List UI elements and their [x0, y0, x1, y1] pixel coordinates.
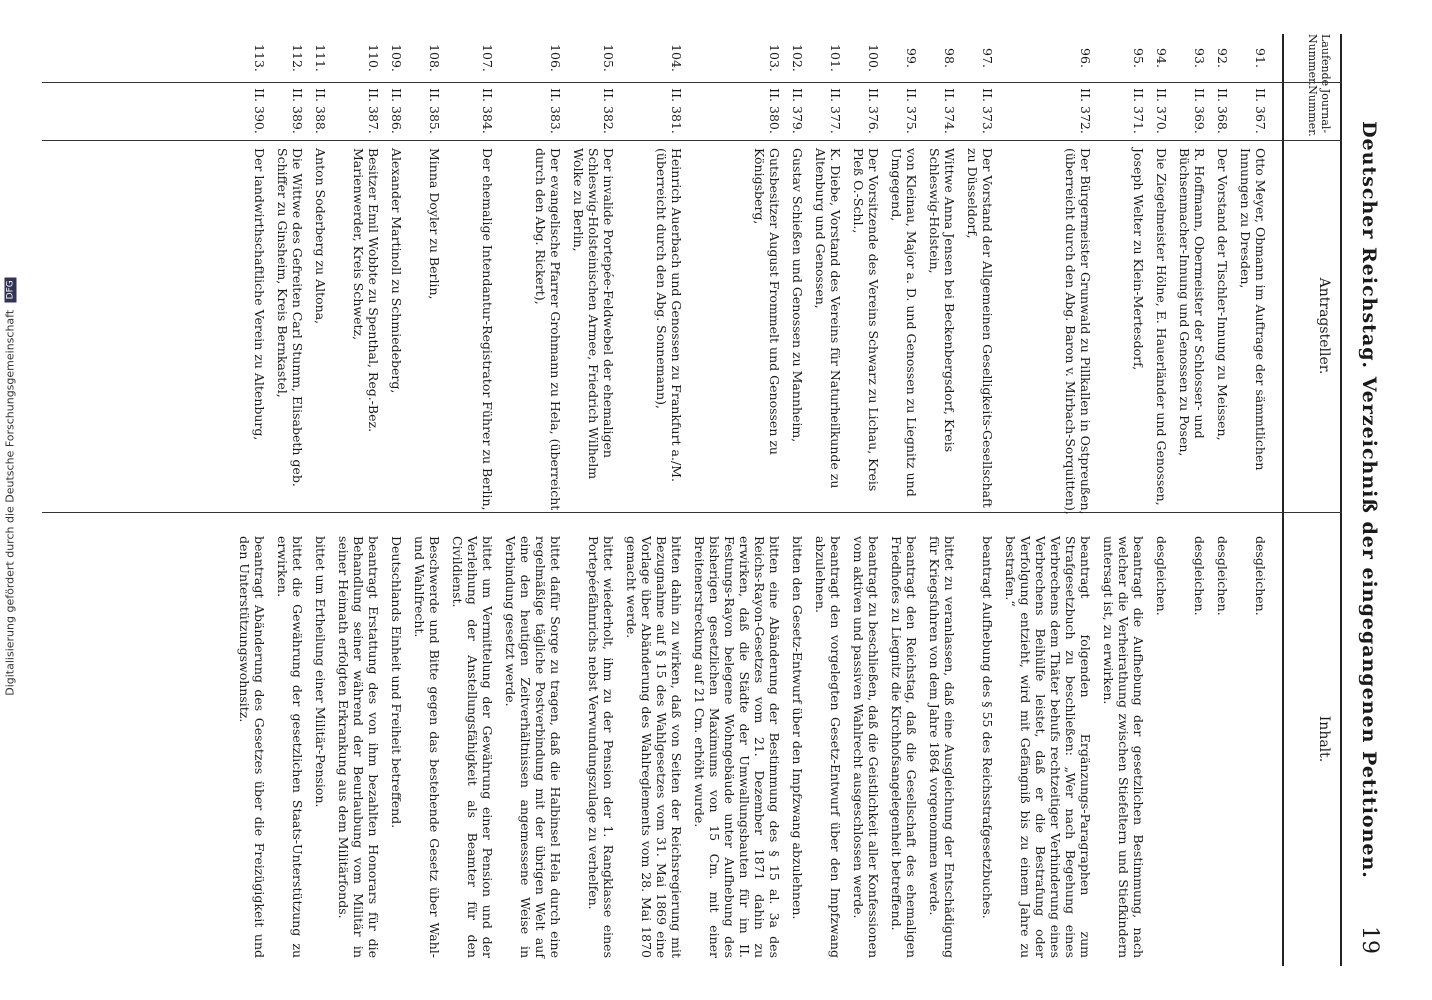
petitioner: Der landwirthschaftliche Verein zu Altenburg,: [252, 148, 267, 441]
petition-content: Beschwerde und Bitte gegen das bestehende Gesetz über Wahl- und Wahlfrecht.: [412, 536, 442, 958]
row-number: 94.: [1154, 48, 1169, 68]
petition-content: bittet um Vermittelung der Gewährung einer Pension und der Verleihung der Anstellungsfähigkeit als Beamter für den Civildienst.: [450, 536, 495, 958]
table-row: [237, 34, 267, 966]
column-header-journal: Journal-Nummer.: [1306, 85, 1332, 137]
journal-number: II. 375.: [904, 88, 919, 134]
journal-number: II. 389.: [290, 88, 305, 134]
table-row: [624, 34, 684, 966]
table-row: [336, 34, 381, 966]
journal-number: II. 386.: [389, 88, 404, 134]
header-rule: [1340, 34, 1342, 966]
petitioner: Der evangelische Pfarrer Grohmann zu Hela, (überreicht durch den Abg. Rickert),: [533, 148, 563, 511]
petitioner: Gustav Schießen und Genossen zu Mannheim,: [790, 148, 805, 443]
petitioner: Der Vorstand der Tischler-Innung zu Meissen,: [1215, 148, 1230, 441]
column-header-rule: [1282, 34, 1284, 966]
digitization-footer: [4, 7, 17, 967]
petition-content: Deutschlands Einheit und Freiheit betreffend.: [389, 536, 404, 829]
petitioner: Die Wittwe des Gefreiten Carl Stumm, Elisabeth geb. Schiffer zu Ginsheim, Kreis Bernkastel,: [275, 148, 305, 487]
petition-content: bittet wiederholt, ihm zu der Pension der 1. Rangklasse eines Portepéefähnrichs nebst Verwundungszulage zu verhelfen.: [586, 536, 616, 958]
row-number: 104.: [669, 44, 684, 72]
table-row: [503, 34, 563, 966]
row-number: 97.: [980, 48, 995, 68]
table-row: [889, 34, 919, 966]
table-row: [813, 34, 843, 966]
petitioner: Anton Soderberg zu Altona,: [313, 148, 328, 325]
table-row: [1101, 34, 1146, 966]
table-row: [790, 34, 805, 966]
row-number: 91.: [1253, 48, 1268, 68]
table-row: [450, 34, 495, 966]
petitioner: von Kleinau, Major a. D. und Genossen zu Liegnitz und Umgegend,: [889, 148, 919, 497]
journal-number: II. 388.: [313, 88, 328, 134]
petition-content: bitten eine Abänderung der Bestimmung des § 15 al. 3a des Reichs-Rayon-Gesetzes vom 21. Dezember 1871 dahin zu erwirken, daß die Städte der Umwallungsbauten für im II. Festungs-Rayon belegene Wohngebäude unter Aufhebung des bisherigen gesetzlichen Maximums von 15 Cm. mit einer Breitenerstreckung auf 21 Cm. erhöht wurde.: [692, 536, 782, 958]
row-number: 102.: [790, 44, 805, 72]
rotated-page-content: [26, 20, 1406, 980]
row-number: 92.: [1215, 48, 1230, 68]
journal-number: II. 379.: [790, 88, 805, 134]
table-row: [275, 34, 305, 966]
petitioner: Wittwe Anna Jensen bei Beckenbergsdorf, Kreis Schleswig-Holstein,: [927, 148, 957, 453]
petitioner: Der Vorsitzende des Vereins Schwarz zu Lichau, Kreis Pleß O.-Schl.,: [851, 148, 881, 492]
petition-content: desgleichen.: [1192, 536, 1207, 616]
dfg-logo: DFG: [5, 277, 17, 302]
table-row: [1154, 34, 1169, 966]
petitioner: Alexander Martinoll zu Schmiedeberg,: [389, 148, 404, 394]
table-row: [1003, 34, 1093, 966]
row-number: 99.: [904, 48, 919, 68]
petition-content: beantragt den vorgelegten Gesetz-Entwurf über den Impfzwang abzulehnen.: [813, 536, 843, 958]
petition-content: bittet zu veranlassen, daß eine Ausgleichung der Entschädigung für Kriegsfuhren von dem Jahre 1864 vorgenommen werde.: [927, 536, 957, 958]
journal-number: II. 371.: [1131, 88, 1146, 134]
table-row: [692, 34, 782, 966]
petition-content: beantragt Aufhebung des § 55 des Reichsstrafgesetzbuches.: [980, 536, 995, 919]
row-number: 98.: [942, 48, 957, 68]
journal-number: II. 384.: [480, 88, 495, 134]
footer-text: Digitalisierung gefördert durch die Deutsche Forschungsgemeinschaft: [3, 309, 17, 696]
table-row: [851, 34, 881, 966]
column-header-laufende: Laufende Nummer.: [1306, 34, 1332, 87]
journal-number: II. 387.: [366, 88, 381, 134]
petitioner: Der ehemalige Intendantur-Registrator Führer zu Berlin,: [480, 148, 495, 511]
journal-number: II. 376.: [866, 88, 881, 134]
petition-content: beantragt Erstattung des von ihm bezahlten Honorars für die Behandlung seiner während der Beurlaubung vom Militär in seiner Heimath erfolgten Erkrankung aus dem Militärfonds.: [336, 536, 381, 958]
petition-content: bitten dahin zu wirken, daß von Seiten der Reichsregierung mit Bezugnahme auf § 15 des Wahlgesetzes vom 31. Mai 1869 eine Vorlage über Abänderung des Wahlreglements vom 28. Mai 1870 gemacht werde.: [624, 536, 684, 958]
petition-content: bittet um Ertheilung einer Militär-Pension.: [313, 536, 328, 808]
petition-content: bitten den Gesetz-Entwurf über den Impfzwang abzulehnen.: [790, 536, 805, 920]
journal-number: II. 373.: [980, 88, 995, 134]
petition-content: beantragt Abänderung des Gesetzes über die Freizügigkeit und den Unterstützungswohnsitz.: [237, 536, 267, 958]
journal-number: II. 390.: [252, 88, 267, 134]
journal-number: II. 382.: [601, 88, 616, 134]
petition-table: [229, 34, 1268, 966]
row-number: 105.: [601, 44, 616, 72]
table-row: [313, 34, 328, 966]
table-row: [927, 34, 957, 966]
journal-number: II. 370.: [1154, 88, 1169, 134]
journal-number: II. 383.: [548, 88, 563, 134]
row-number: 109.: [389, 44, 404, 72]
row-number: 95.: [1131, 48, 1146, 68]
petitioner: Joseph Welter zu Klein-Mertesdorf,: [1131, 148, 1146, 371]
petitioner: Der invalide Portepée-Feldwebel der ehemaligen Schleswig-Holsteinischen Armee, Friedrich Wilhelm Wolke zu Berlin,: [571, 148, 616, 480]
petition-content: desgleichen.: [1215, 536, 1230, 616]
journal-number: II. 381.: [669, 88, 684, 134]
journal-number: II. 372.: [1078, 88, 1093, 134]
row-number: 108.: [427, 44, 442, 72]
journal-number: II. 385.: [427, 88, 442, 134]
journal-number: II. 369.: [1192, 88, 1207, 134]
table-row: [1177, 34, 1207, 966]
row-number: 100.: [866, 44, 881, 72]
row-number: 111.: [313, 44, 328, 72]
table-row: [389, 34, 404, 966]
journal-number: II. 380.: [767, 88, 782, 134]
petition-content: desgleichen.: [1253, 536, 1268, 616]
petition-content: desgleichen.: [1154, 536, 1169, 616]
petitioner: Die Ziegelmeister Hölne, E. Hauerländer und Genossen,: [1154, 148, 1169, 506]
row-number: 101.: [828, 44, 843, 72]
row-number: 93.: [1192, 48, 1207, 68]
row-number: 96.: [1078, 48, 1093, 68]
row-number: 103.: [767, 44, 782, 72]
journal-number: II. 377.: [828, 88, 843, 134]
journal-number: II. 367.: [1253, 88, 1268, 134]
petition-content: beantragt zu beschließen, daß die Geistlichkeit aller Konfessionen vom aktiven und passiven Wahlrecht ausgeschlossen werde.: [851, 536, 881, 958]
journal-number: II. 368.: [1215, 88, 1230, 134]
column-header-antragsteller: Antragsteller.: [1316, 277, 1332, 375]
row-number: 107.: [480, 44, 495, 72]
petitioner: K. Diebe, Vorstand des Vereins für Naturheilkunde zu Altenburg und Genossen,: [813, 148, 843, 489]
petitioner: Minna Doyler zu Berlin,: [427, 148, 442, 300]
table-row: [1238, 34, 1268, 966]
column-header-inhalt: Inhalt.: [1316, 715, 1332, 763]
petitioner: Heinrich Auerbach und Genossen zu Frankfurt a./M. (überreicht durch den Abg. Sonnemann),: [654, 148, 684, 482]
page-number: 19: [1357, 926, 1382, 954]
petitioner: Der Bürgermeister Grunwald zu Pillkallen in Ostpreußen, (überreicht durch den Abg. Baron v. Mirbach-Sorquitten),: [1063, 148, 1093, 515]
table-row: [1215, 34, 1230, 966]
row-number: 112.: [290, 44, 305, 72]
row-number: 106.: [548, 44, 563, 72]
journal-number: II. 374.: [942, 88, 957, 134]
petitioner: R. Hoffmann, Obermeister der Schlosser- und Büchsenmacher-Innung und Genossen zu Posen,: [1177, 148, 1207, 457]
petitioner: Gutsbesitzer August Frommelt und Genossen zu Königsberg,: [752, 148, 782, 455]
petitioner: Besitzer Emil Wobbte zu Spenthal, Reg.-Bez. Marienwerder, Kreis Schwetz,: [351, 148, 381, 433]
page-header: [1346, 20, 1386, 980]
petition-content: beantragt folgenden Ergänzungs-Paragraphen zum Strafgesetzbuch zu beschließen: „Wer nach Begehung eines Verbrechens dem Thäter behufs rechtzeitiger Verhinderung eines Verbrechens Beihülfe leistet, daß er die Bestrafung oder Verfolgung entzieht, wird mit Gefängniß bis zu einem Jahre zu bestrafen.“: [1003, 536, 1093, 958]
petitioner: Otto Meyer, Obmann im Auftrage der sämmtlichen Innungen zu Dresden,: [1238, 148, 1268, 471]
table-row: [965, 34, 995, 966]
petition-content: beantragt den Reichstag, daß die Gesellschaft des ehemaligen Friedhofes zu Liegnitz die Kirchhofsangelegenheit betreffend.: [889, 536, 919, 958]
petition-content: beantragt die Aufhebung der gesetzlichen Bestimmung, nach welcher die Verheirathung zwischen Stiefeltern und Stiefkindern untersagt ist, zu erwirken.: [1101, 536, 1146, 958]
table-row: [412, 34, 442, 966]
petition-content: bittet dafür Sorge zu tragen, daß die Halbinsel Hela durch eine regelmäßige tägliche Postverbindung mit der übrigen Welt auf eine den heutigen Zeitverhältnissen angemessene Weise in Verbindung gesetzt werde.: [503, 536, 563, 958]
table-row: [571, 34, 616, 966]
page-title: Deutscher Reichstag. Verzeichniß der eingegangenen Petitionen.: [1358, 121, 1380, 879]
petitioner: Der Vorstand der Allgemeinen Geselligkeits-Gesellschaft zu Düsseldorf,: [965, 148, 995, 508]
row-number: 113.: [252, 44, 267, 72]
row-number: 110.: [366, 44, 381, 72]
petition-content: bittet die Gewährung der gesetzlichen Staats-Unterstützung zu erwirken.: [275, 536, 305, 958]
